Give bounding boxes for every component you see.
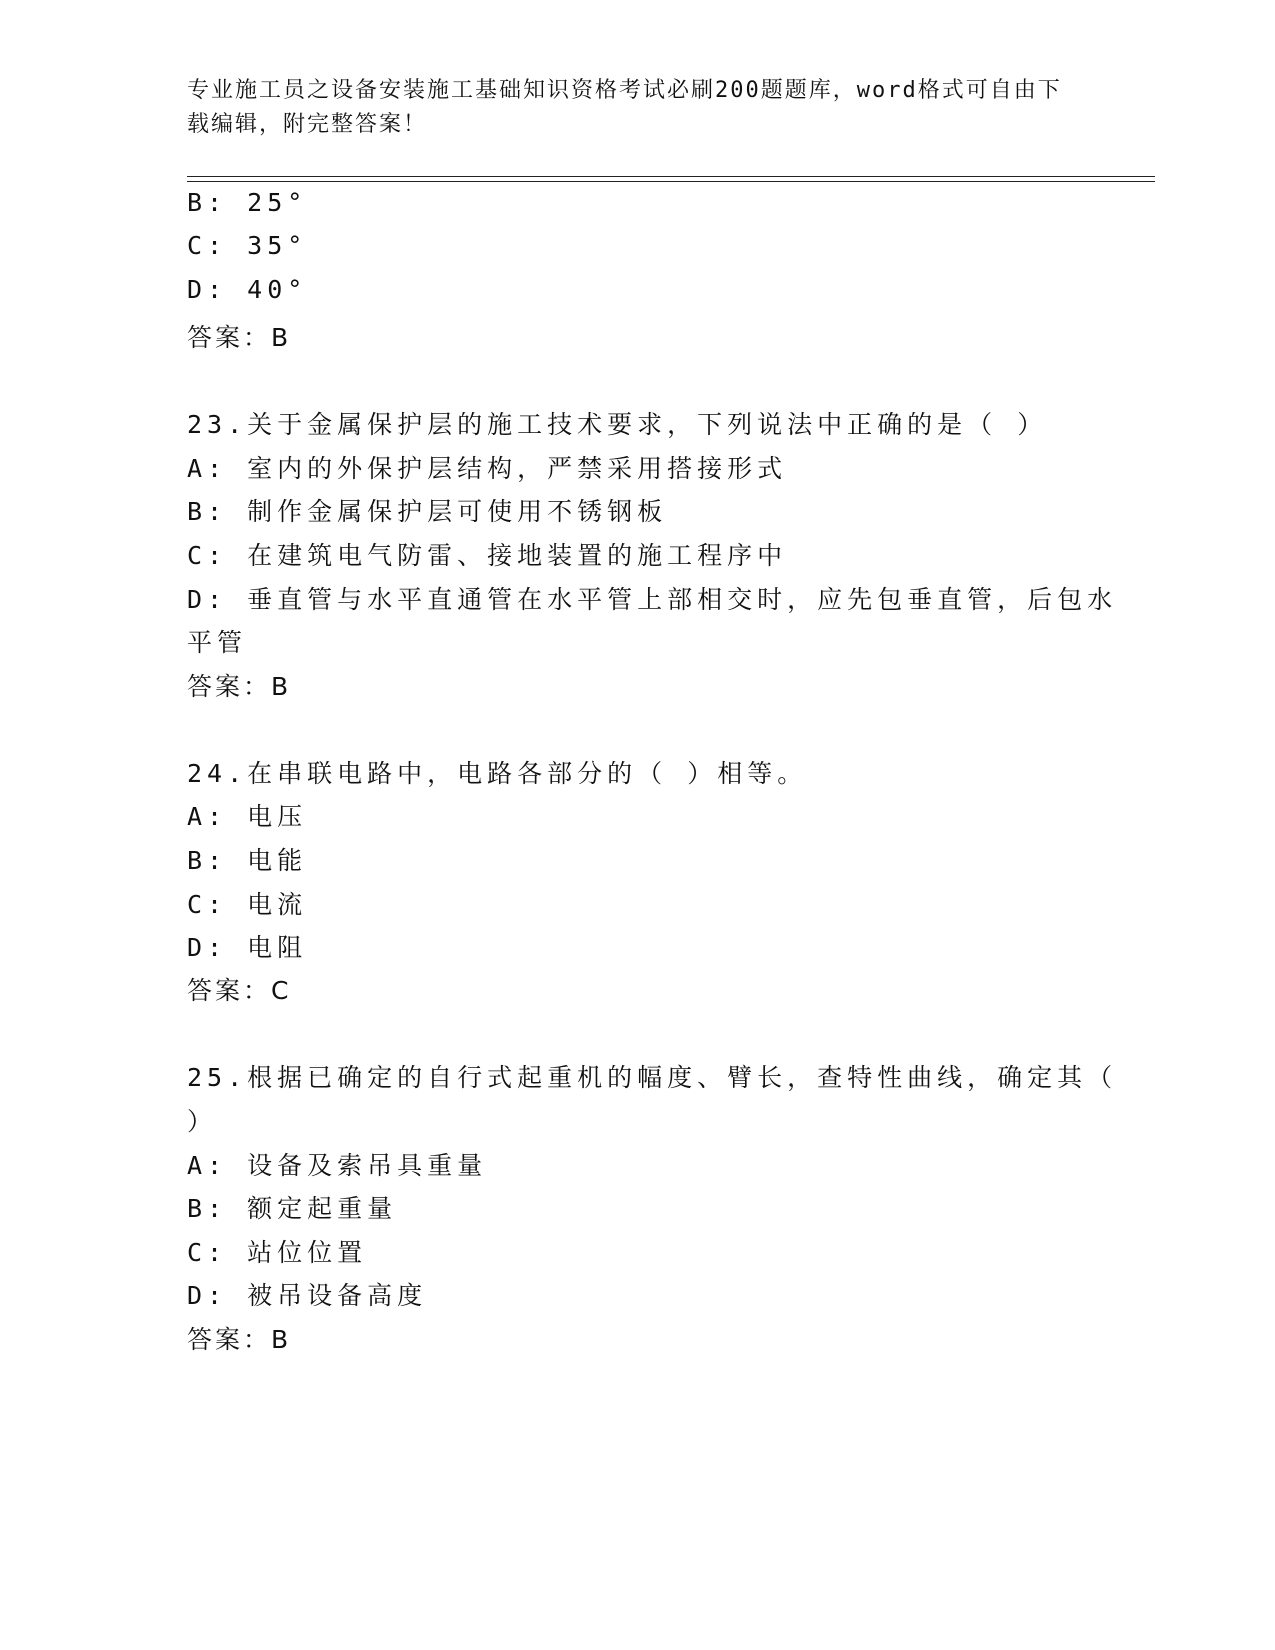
option-c: C: 电流 [187,890,308,919]
option-d: D: 电阻 [187,933,308,962]
option-d: D: 垂直管与水平直通管在水平管上部相交时，应先包垂直管，后包水 [187,585,1118,614]
option-c: C: 35° [187,231,308,260]
document-header: 专业施工员之设备安装施工基础知识资格考试必刷200题题库，word格式可自由下载编辑，附完整答案！ [187,78,1062,137]
question-23: 23.关于金属保护层的施工技术要求，下列说法中正确的是（ ） [187,410,1048,439]
option-c: C: 站位位置 [187,1238,368,1267]
option-b: B: 额定起重量 [187,1194,398,1223]
option-d: D: 40° [187,275,308,304]
header-rule-bottom [187,181,1155,182]
answer: 答案：C [187,976,292,1005]
option-d-continued: 平管 [187,628,248,657]
option-b: B: 25° [187,188,308,217]
question-25: 25.根据已确定的自行式起重机的幅度、臂长，查特性曲线，确定其（ [187,1063,1118,1092]
option-a: A: 设备及索吊具重量 [187,1151,488,1180]
option-a: A: 室内的外保护层结构，严禁采用搭接形式 [187,454,788,483]
answer: 答案：B [187,323,292,352]
option-a: A: 电压 [187,802,308,831]
answer: 答案：B [187,672,292,701]
question-25-continued: ） [187,1107,218,1136]
option-c: C: 在建筑电气防雷、接地装置的施工程序中 [187,541,788,570]
option-b: B: 电能 [187,846,308,875]
header-rule-top [187,176,1155,177]
answer: 答案：B [187,1325,292,1354]
option-d: D: 被吊设备高度 [187,1281,428,1310]
question-24: 24.在串联电路中，电路各部分的（ ）相等。 [187,759,808,788]
option-b: B: 制作金属保护层可使用不锈钢板 [187,497,668,526]
